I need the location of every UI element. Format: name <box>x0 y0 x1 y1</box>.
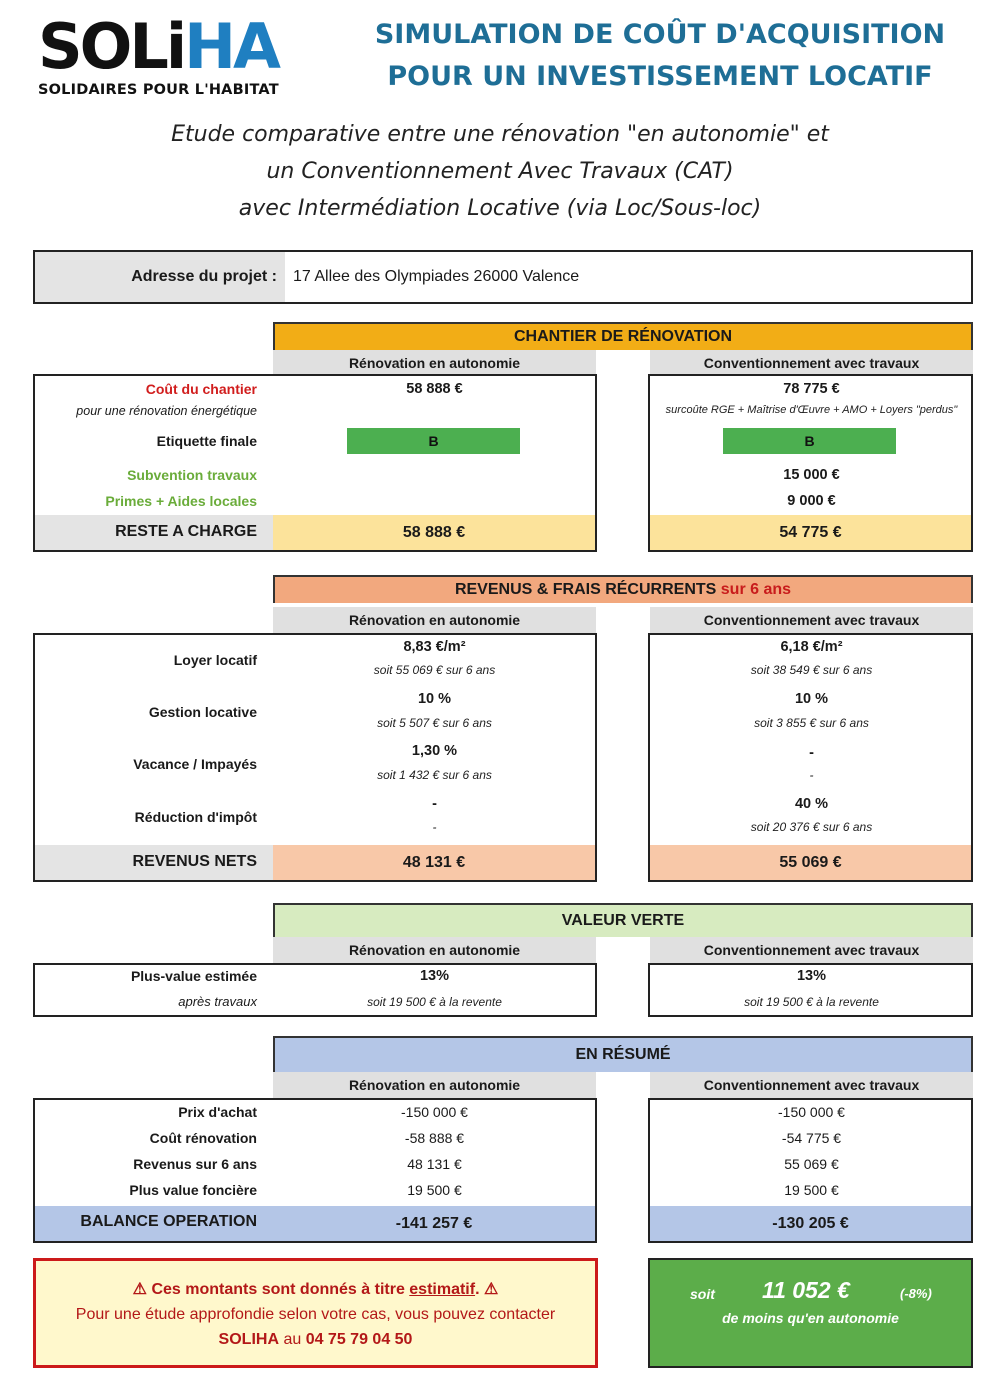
cout-left: 58 888 € <box>406 381 463 397</box>
savings-amount: 11 052 € <box>762 1277 850 1303</box>
loyer-right: 6,18 €/m² <box>780 639 843 655</box>
revenus-col-left: Rénovation en autonomie <box>273 607 596 633</box>
resume-row-left: -58 888 € <box>404 1130 465 1146</box>
etiquette-label: Etiquette finale <box>156 433 257 449</box>
resume-col-left: Rénovation en autonomie <box>273 1072 596 1098</box>
gestion-label: Gestion locative <box>148 704 257 720</box>
warning-icon: ⚠ <box>132 1281 148 1298</box>
revenus-nets-right: 55 069 € <box>650 845 971 880</box>
warning-line-2: Pour une étude approfondie selon votre cas, vous pouvez contacter <box>75 1306 556 1323</box>
revenus-col-right: Conventionnement avec travaux <box>650 607 973 633</box>
vacance-left: 1,30 % <box>411 743 458 759</box>
loyer-right-note: soit 38 549 € sur 6 ans <box>750 663 873 677</box>
vacance-right-note: - <box>809 768 814 782</box>
plus-value-left-note: soit 19 500 € à la revente <box>367 995 502 1009</box>
address-value: 17 Allee des Olympiades 26000 Valence <box>293 268 580 285</box>
warning-line-3: SOLIHA au 04 75 79 04 50 <box>218 1331 413 1348</box>
etiquette-left-badge: B <box>347 428 520 454</box>
warning-line-1: ⚠ Ces montants sont donnés à titre estimatif. ⚠ <box>132 1281 499 1298</box>
warning-icon: ⚠ <box>483 1281 499 1298</box>
gestion-right: 10 % <box>794 691 829 707</box>
vacance-left-note: soit 1 432 € sur 6 ans <box>377 768 492 782</box>
estimate-warning <box>33 1258 598 1368</box>
gestion-right-note: soit 3 855 € sur 6 ans <box>754 716 869 730</box>
loyer-label: Loyer locatif <box>173 652 257 668</box>
balance-right: -130 205 € <box>650 1206 971 1241</box>
page-title: SIMULATION DE COÛT D'ACQUISITION POUR UN INVESTISSEMENT LOCATIF <box>374 19 946 92</box>
resume-col-right: Conventionnement avec travaux <box>650 1072 973 1098</box>
resume-header: EN RÉSUMÉ <box>273 1036 973 1072</box>
etiquette-right-badge: B <box>723 428 896 454</box>
reduction-label: Réduction d'impôt <box>134 809 257 825</box>
verte-col-left: Rénovation en autonomie <box>273 937 596 963</box>
reduction-right-note: soit 20 376 € sur 6 ans <box>750 820 873 834</box>
chantier-header: CHANTIER DE RÉNOVATION <box>273 322 973 350</box>
resume-row-label: Revenus sur 6 ans <box>133 1156 257 1172</box>
plus-value-right-note: soit 19 500 € à la revente <box>744 995 879 1009</box>
resume-row-left: 48 131 € <box>407 1156 462 1172</box>
cout-sub-label: pour une rénovation énergétique <box>76 404 257 418</box>
balance-label: BALANCE OPERATION <box>80 1213 257 1230</box>
resume-row-left: -150 000 € <box>401 1104 468 1120</box>
gestion-left-note: soit 5 507 € sur 6 ans <box>377 716 492 730</box>
verte-col-right: Conventionnement avec travaux <box>650 937 973 963</box>
gestion-left: 10 % <box>417 691 452 707</box>
soliha-logo <box>38 10 288 104</box>
vacance-right: - <box>809 745 814 761</box>
logo-tagline: SOLIDAIRES POUR L'HABITAT <box>38 82 279 98</box>
revenus-header: REVENUS & FRAIS RÉCURRENTS sur 6 ans <box>273 575 973 603</box>
savings-box <box>648 1258 973 1368</box>
primes-right: 9 000 € <box>787 493 836 509</box>
resume-row-right: 19 500 € <box>784 1182 839 1198</box>
cout-right: 78 775 € <box>783 381 840 397</box>
plus-value-left: 13% <box>419 968 450 984</box>
reste-a-charge-label: RESTE A CHARGE <box>115 523 257 540</box>
chantier-col-right: Conventionnement avec travaux <box>650 350 973 376</box>
resume-row-right: 55 069 € <box>784 1156 839 1172</box>
chantier-col-left: Rénovation en autonomie <box>273 350 596 376</box>
savings-caption: de moins qu'en autonomie <box>722 1310 899 1326</box>
resume-row-label: Coût rénovation <box>149 1130 257 1146</box>
savings-prefix: soit <box>690 1286 715 1302</box>
revenus-nets-label: REVENUS NETS <box>132 853 257 870</box>
plus-value-sub-label: après travaux <box>178 994 257 1009</box>
cout-label: Coût du chantier <box>145 381 257 397</box>
resume-row-label: Prix d'achat <box>178 1104 257 1120</box>
subvention-label: Subvention travaux <box>127 467 257 483</box>
revenus-nets-left: 48 131 € <box>273 845 595 880</box>
resume-row-label: Plus value foncière <box>129 1182 257 1198</box>
plus-value-label: Plus-value estimée <box>130 968 257 984</box>
balance-left: -141 257 € <box>273 1206 595 1241</box>
reduction-right: 40 % <box>794 796 829 812</box>
contact-phone: 04 75 79 04 50 <box>305 1331 413 1348</box>
primes-label: Primes + Aides locales <box>105 493 257 509</box>
cout-right-note: surcoûte RGE + Maîtrise d'Œuvre + AMO + Loyers "perdus" <box>665 404 958 416</box>
verte-header: VALEUR VERTE <box>273 903 973 937</box>
reduction-left: - <box>432 796 437 812</box>
resume-row-left: 19 500 € <box>407 1182 462 1198</box>
reduction-left-note: - <box>432 820 437 834</box>
address-label: Adresse du projet : <box>35 252 285 302</box>
reste-a-charge-left: 58 888 € <box>273 515 595 550</box>
plus-value-right: 13% <box>796 968 827 984</box>
resume-row-right: -150 000 € <box>778 1104 845 1120</box>
page-subtitle: Etude comparative entre une rénovation "en autonomie" et un Conventionnement Avec Travaux (CAT) avec Intermédiation Locative (via Loc/Sous-loc) <box>171 122 829 221</box>
loyer-left-note: soit 55 069 € sur 6 ans <box>373 663 496 677</box>
loyer-left: 8,83 €/m² <box>403 639 466 655</box>
subvention-right: 15 000 € <box>783 467 840 483</box>
reste-a-charge-right: 54 775 € <box>650 515 971 550</box>
logo-wordmark: SOLiHA <box>38 10 278 83</box>
vacance-label: Vacance / Impayés <box>133 756 257 772</box>
resume-row-right: -54 775 € <box>781 1130 842 1146</box>
project-address <box>33 250 973 304</box>
savings-percent: (-8%) <box>900 1286 932 1301</box>
